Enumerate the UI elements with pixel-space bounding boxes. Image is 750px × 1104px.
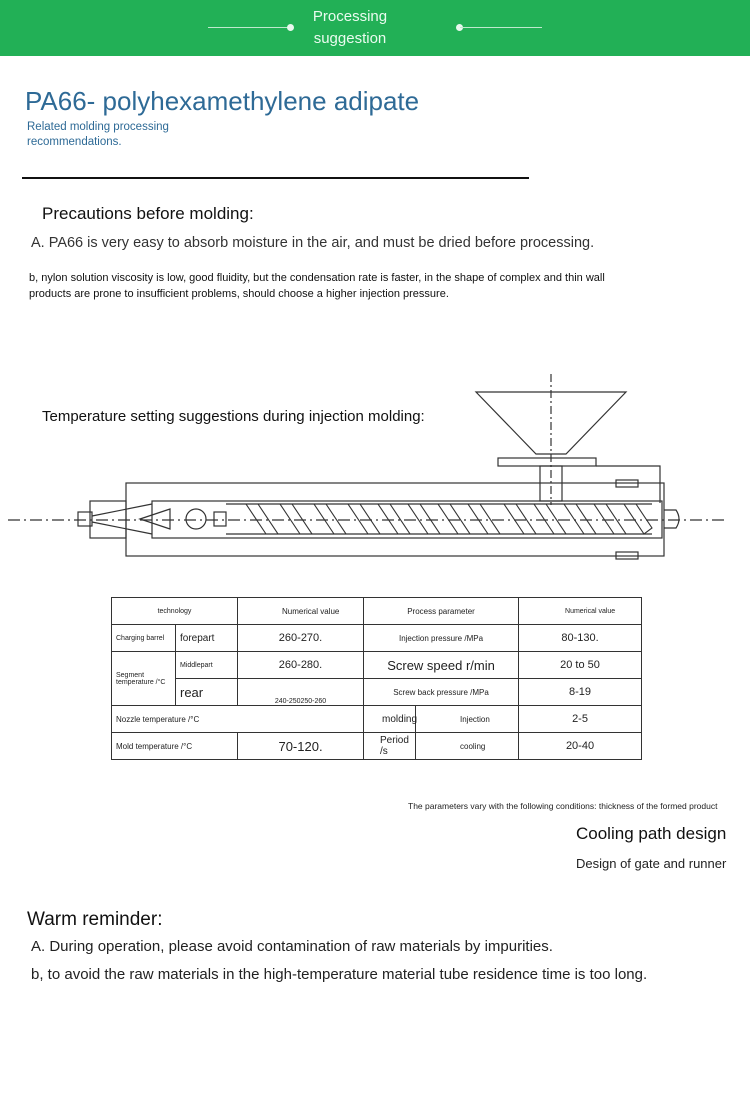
- table-row: [112, 625, 642, 652]
- page-title: PA66- polyhexamethylene adipate: [25, 86, 420, 116]
- injection-machine-diagram: [0, 370, 750, 570]
- table-row: [112, 652, 642, 679]
- banner-title-line2: suggestion: [313, 30, 387, 47]
- segment-temperature-label: Segment temperature /°C: [112, 652, 176, 706]
- cooling-path-subtitle: Design of gate and runner: [576, 856, 727, 871]
- warm-reminder-a: A. During operation, please avoid contamination of raw materials by impurities.: [31, 938, 553, 955]
- parameters-note: The parameters vary with the following conditions: thickness of the formed product: [408, 801, 718, 811]
- precautions-title: Precautions before molding:: [42, 204, 254, 223]
- cooling-label: cooling: [416, 733, 519, 760]
- banner-line-right: [460, 27, 542, 28]
- table-header-row: [112, 598, 642, 625]
- screw-shank: [214, 512, 226, 526]
- header-numerical-value: Numerical value: [238, 598, 364, 625]
- banner-title: [300, 6, 400, 50]
- cooling-time-value: 20-40: [519, 733, 642, 760]
- check-ring: [186, 509, 206, 529]
- banner-line-left: [208, 27, 290, 28]
- feed-bracket: [596, 466, 660, 503]
- mold-temperature-value: 70-120.: [238, 733, 364, 760]
- middlepart-label: Middlepart: [176, 652, 238, 679]
- process-parameter-table: [111, 597, 642, 760]
- forepart-value: 260-270.: [238, 625, 364, 652]
- table-row: [112, 733, 642, 760]
- header-technology: technology: [112, 598, 238, 625]
- header-banner: [0, 0, 750, 56]
- injection-label: Injection: [416, 706, 519, 733]
- period-label: Period /s: [364, 733, 416, 760]
- screw-speed-label: Screw speed r/min: [364, 652, 519, 679]
- nozzle-cone: [92, 504, 152, 534]
- table-row: [112, 679, 642, 706]
- rear-label: rear: [176, 679, 238, 706]
- banner-title-line1: Processing: [312, 8, 388, 25]
- warm-reminder-title: Warm reminder:: [27, 909, 163, 930]
- header-numerical-value-2: Numerical value: [519, 598, 642, 625]
- screw-tip-icon: [140, 509, 170, 529]
- screw-flights: [246, 504, 652, 534]
- temperature-title: Temperature setting suggestions during injection molding:: [42, 408, 425, 425]
- title-divider: [22, 177, 529, 179]
- cooling-path-title: Cooling path design: [576, 824, 727, 843]
- nozzle-temperature-label: Nozzle temperature /°C: [112, 706, 364, 733]
- precaution-a: A. PA66 is very easy to absorb moisture in the air, and must be dried before processing.: [31, 235, 595, 251]
- injection-pressure-label: Injection pressure /MPa: [364, 625, 519, 652]
- injection-pressure-value: 80-130.: [519, 625, 642, 652]
- back-pressure-value: 8-19: [519, 679, 642, 706]
- charging-barrel-label: Charging barrel: [112, 625, 176, 652]
- table-row: [112, 706, 642, 733]
- forepart-label: forepart: [176, 625, 238, 652]
- precaution-b: b, nylon solution viscosity is low, good fluidity, but the condensation rate is faster, in the shape of complex and thin wall products are prone to insufficient problems, should choose a higher injection pressure.: [29, 272, 605, 300]
- mold-temperature-label: Mold temperature /°C: [112, 733, 238, 760]
- screw-speed-value: 20 to 50: [519, 652, 642, 679]
- warm-reminder-b: b, to avoid the raw materials in the high-temperature material tube residence time is too long.: [31, 966, 648, 983]
- screw-shaft-end: [664, 510, 679, 528]
- middlepart-value: 260-280.: [238, 652, 364, 679]
- molding-label: molding: [364, 706, 416, 733]
- page-subtitle: Related molding processing recommendations.: [27, 121, 169, 148]
- header-process-parameter: Process parameter: [364, 598, 519, 625]
- banner-dot-left: [287, 24, 294, 31]
- hopper-flange: [498, 458, 596, 466]
- back-pressure-label: Screw back pressure /MPa: [364, 679, 519, 706]
- rear-value: 240-250250-260: [238, 679, 364, 706]
- injection-time-value: 2-5: [519, 706, 642, 733]
